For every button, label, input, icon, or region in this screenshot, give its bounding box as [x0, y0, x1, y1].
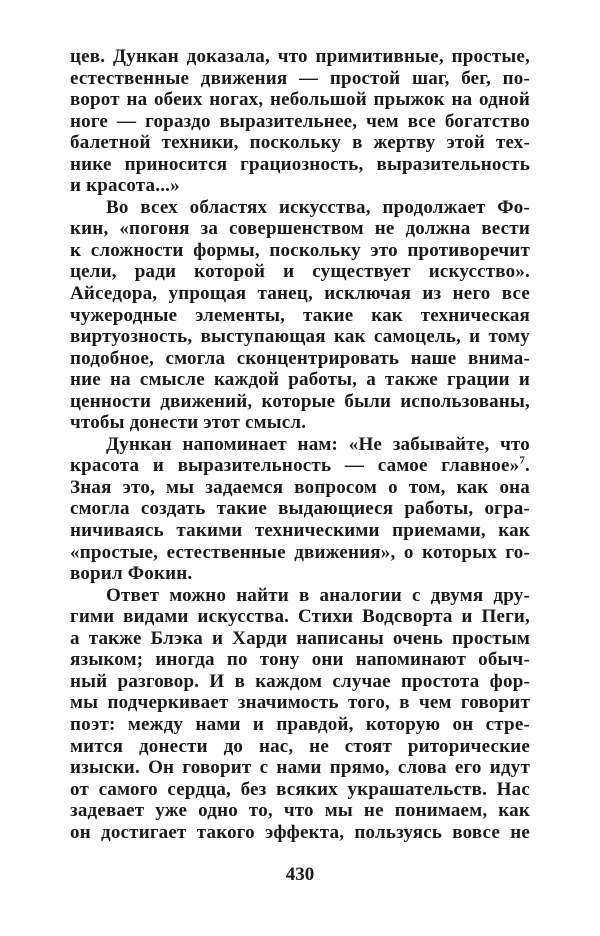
text-line: [70, 240, 530, 262]
text-line: [70, 779, 530, 801]
text-line: [70, 563, 530, 585]
text-line-content: изыски. Он говорит с нами прямо, слова его идут: [70, 757, 530, 779]
text-line: [70, 498, 530, 520]
text-line-content: а также Блэка и Харди написаны очень простым: [70, 627, 530, 649]
text-line: [70, 261, 530, 283]
text-line-content: ворил Фокин.: [70, 563, 193, 585]
text-line: [70, 822, 530, 844]
text-line: [70, 800, 530, 822]
text-line-content: ноге — гораздо выразительнее, чем все богатство: [70, 110, 530, 132]
text-line-content: «простые, естественные движения», о которых го-: [70, 541, 530, 563]
text-line-content: смогла создать такие выдающиеся работы, огра-: [70, 498, 530, 520]
text-line: [70, 46, 530, 68]
text-line-content: Во всех областях искусства, продолжает Фо-: [106, 196, 530, 218]
text-line-content: к сложности формы, поскольку это противоречит: [70, 239, 530, 261]
text-line: [70, 736, 530, 758]
text-line: [70, 111, 530, 133]
text-line-content: Дункан напоминает нам: «Не забывайте, что: [106, 433, 530, 455]
text-line-content: кин, «погоня за совершенством не должна вести: [70, 218, 530, 240]
text-line: [70, 197, 530, 219]
text-line-content: подобное, смогла сконцентрировать наше внима-: [70, 347, 530, 369]
text-line: [70, 520, 530, 542]
text-line-content: мится донести до нас, не стоят риторические: [70, 735, 530, 757]
text-line-content: чужеродные элементы, такие как техническая: [70, 304, 530, 326]
footnote-marker: 7: [519, 455, 526, 468]
text-line-content: Айседора, упрощая танец, исключая из него все: [70, 283, 530, 305]
text-line: [70, 649, 530, 671]
text-line-content: ценности движений, которые были использованы,: [70, 390, 530, 412]
text-line-content: ние на смысле каждой работы, а также грации и: [70, 369, 530, 391]
text-line-content: цев. Дункан доказала, что примитивные, простые,: [70, 46, 530, 67]
text-line: [70, 434, 530, 456]
text-line-content: Зная это, мы задаемся вопросом о том, как она: [70, 476, 530, 498]
text-line-content: языком; иногда по тону они напоминают обыч-: [70, 649, 530, 671]
text-line: [70, 757, 530, 779]
text-line: [70, 132, 530, 154]
text-line: [70, 175, 530, 197]
text-line: [70, 714, 530, 736]
text-line-content: ный разговор. И в каждом случае простота фор-: [70, 670, 530, 692]
text-line-content: балетной техники, поскольку в жертву этой тех-: [70, 132, 530, 154]
text-line: [70, 391, 530, 413]
text-line-content: виртуозность, выступающая как самоцель, и тому: [70, 326, 530, 348]
text-line: [70, 283, 530, 305]
text-line-content: нике приносится грациозность, выразительность: [70, 153, 530, 175]
text-line-content: и красота...»: [70, 175, 180, 197]
text-line: [70, 671, 530, 693]
text-line-content: от самого сердца, без всяких украшательств. Нас: [70, 778, 530, 800]
text-line: [70, 455, 530, 477]
text-line-content: ворот на обеих ногах, небольшой прыжок на одной: [70, 89, 530, 111]
text-line-content: естественные движения — простой шаг, бег, по-: [70, 67, 530, 89]
text-line: [70, 692, 530, 714]
text-line: [70, 154, 530, 176]
text-line: [70, 542, 530, 564]
punctuation: .: [525, 455, 530, 477]
text-line: [70, 369, 530, 391]
text-line: [70, 68, 530, 90]
text-line: [70, 218, 530, 240]
text-line-content: он достигает такого эффекта, пользуясь вовсе не: [70, 821, 530, 843]
text-line-content: красота и выразительность — самое главное»: [70, 455, 520, 477]
text-line-content: Ответ можно найти в аналогии с двумя дру-: [106, 584, 530, 606]
text-line-content: цели, ради которой и существует искусство».: [70, 261, 530, 283]
text-line: [70, 348, 530, 370]
text-line: [70, 89, 530, 111]
text-line: [70, 606, 530, 628]
text-line: [70, 412, 530, 434]
text-line: [70, 477, 530, 499]
page-body: [70, 46, 530, 843]
text-line-content: мы подчеркивает значимость того, в чем говорит: [70, 692, 530, 714]
page-number: 430: [285, 864, 315, 885]
text-line-content: задевает уже одно то, что мы не понимаем, как: [70, 800, 530, 822]
text-line: [70, 326, 530, 348]
text-line-content: гими видами искусства. Стихи Водсворта и Пеги,: [70, 606, 530, 628]
text-line-content: чтобы донести этот смысл.: [70, 412, 307, 434]
text-line: [70, 585, 530, 607]
text-line-content: поэт: между нами и правдой, которую он стре-: [70, 713, 530, 735]
text-line-content: ничиваясь такими техническими приемами, как: [70, 520, 530, 542]
text-line: [70, 305, 530, 327]
text-line: [70, 628, 530, 650]
